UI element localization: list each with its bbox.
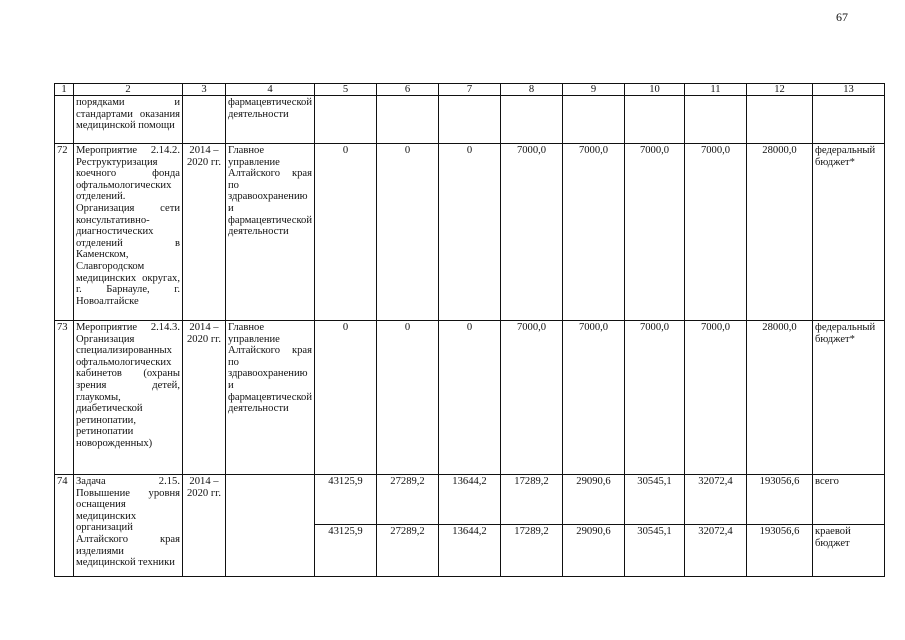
value-cell: 0 [315,144,377,321]
value-cell: 0 [377,144,439,321]
value-cell: 17289,2 [501,475,563,525]
executor [226,475,315,577]
column-header: 11 [685,84,747,96]
value-cell: 193056,6 [747,475,813,525]
funding-source: федеральный бюджет* [813,321,885,475]
executor: Главное управление Алтайского края по здравоохранению и фармацевтической деятельности [226,144,315,321]
value-cell: 7000,0 [625,321,685,475]
value-cell: 7000,0 [563,144,625,321]
budget-table [54,83,885,577]
value-cell: 0 [315,321,377,475]
value-cell: 0 [439,144,501,321]
event-description: Мероприятие 2.14.2. Реструктуризация коечного фонда офтальмологических отделений. Организация сети консультативно-диагностических отделений в Каменском, Славгородском медицинских округах, г. Барнауле, г. Новоалтайске [74,144,183,321]
column-header: 1 [55,84,74,96]
value-cell: 27289,2 [377,475,439,525]
column-number-row [55,84,885,96]
value-cell: 27289,2 [377,525,439,577]
column-header: 8 [501,84,563,96]
value-cell: 28000,0 [747,321,813,475]
value-cell: 7000,0 [625,144,685,321]
value-cell: 7000,0 [685,321,747,475]
value-cell: 0 [439,321,501,475]
value-cell: 29090,6 [563,525,625,577]
executor: Главное управление Алтайского края по здравоохранению и фармацевтической деятельности [226,321,315,475]
value-cell: 43125,9 [315,475,377,525]
column-header: 7 [439,84,501,96]
value-cell: 28000,0 [747,144,813,321]
value-cell: 17289,2 [501,525,563,577]
column-header: 5 [315,84,377,96]
row-number: 74 [55,475,74,577]
task-description: Задача 2.15. Повышение уровня оснащения медицинских организаций Алтайского края изделиями медицинской техники [74,475,183,577]
value-cell: 30545,1 [625,525,685,577]
column-header: 10 [625,84,685,96]
period: 2014 – 2020 гг. [183,475,226,577]
value-cell: 0 [377,321,439,475]
row-number: 72 [55,144,74,321]
value-cell: 13644,2 [439,475,501,525]
row-number: 73 [55,321,74,475]
table-row-73 [55,321,885,475]
executor-continuation: фармацевтической деятельности [226,96,315,144]
value-cell: 13644,2 [439,525,501,577]
funding-source: федеральный бюджет* [813,144,885,321]
cell-empty [55,96,74,144]
table-row-74-total [55,475,885,525]
column-header: 2 [74,84,183,96]
value-cell: 29090,6 [563,475,625,525]
column-header: 13 [813,84,885,96]
column-header: 6 [377,84,439,96]
page-number: 67 [836,10,848,24]
value-cell: 32072,4 [685,525,747,577]
cell-empty [183,96,226,144]
continuation-row [55,96,885,144]
value-cell: 7000,0 [501,144,563,321]
value-cell: 7000,0 [563,321,625,475]
column-header: 4 [226,84,315,96]
value-cell: 7000,0 [685,144,747,321]
value-cell: 32072,4 [685,475,747,525]
column-header: 12 [747,84,813,96]
table-row-72 [55,144,885,321]
period: 2014 – 2020 гг. [183,321,226,475]
value-cell: 7000,0 [501,321,563,475]
column-header: 3 [183,84,226,96]
funding-source: всего [813,475,885,525]
value-cell: 193056,6 [747,525,813,577]
period: 2014 – 2020 гг. [183,144,226,321]
value-cell: 43125,9 [315,525,377,577]
event-description: Мероприятие 2.14.3. Организация специализированных офтальмологических кабинетов (охраны зрения детей, глаукомы, диабетической ретинопатии, ретинопатии новорожденных) [74,321,183,475]
column-header: 9 [563,84,625,96]
event-continuation: порядками и стандартами оказания медицинской помощи [74,96,183,144]
funding-source: краевой бюджет [813,525,885,577]
value-cell: 30545,1 [625,475,685,525]
